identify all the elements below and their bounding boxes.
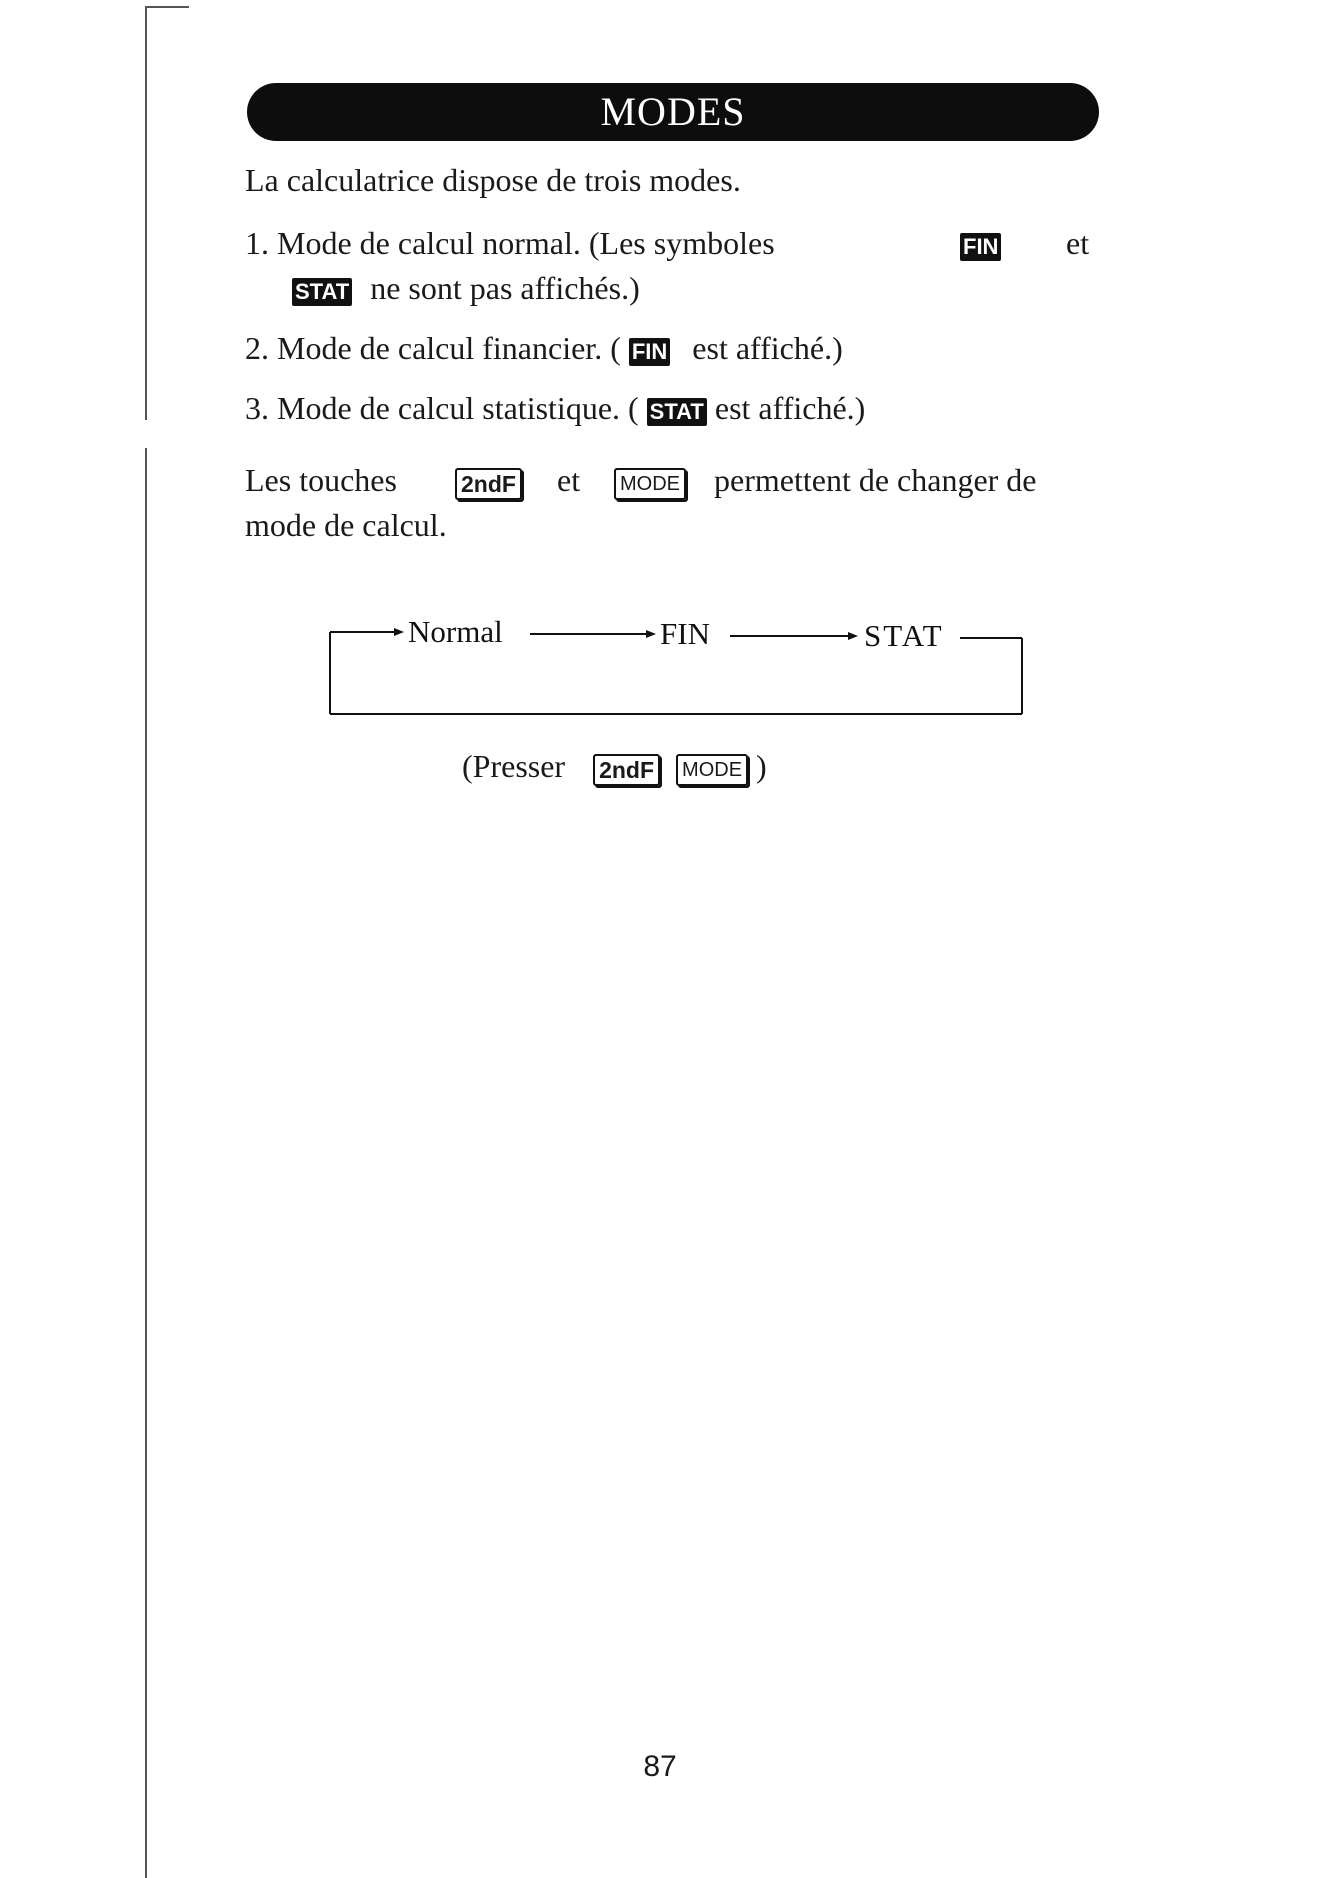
section-title-banner [247,83,1099,141]
list-item-number: 2. [245,330,269,366]
list-item-2 [245,328,843,368]
key-mode: MODE [676,754,748,786]
list-item-text: ne sont pas affichés.) [370,270,640,306]
section-title: MODES [600,89,746,134]
stat-display-symbol: STAT [292,278,352,306]
key-mode-wrap [614,460,686,500]
list-item-text: est affiché.) [714,390,866,426]
caption-open: (Presser [462,748,566,784]
list-item-number: 1. [245,225,269,261]
stat-display-symbol: STAT [647,398,707,426]
list-item-1-line-2 [292,268,640,308]
keys-paragraph-line-2: mode de calcul. [245,507,447,543]
keys-text: et [557,462,581,498]
diagram-node-normal: Normal [408,614,503,649]
arrowhead-normal [394,628,404,636]
fin-display-symbol: FIN [960,233,1001,261]
caption-close: ) [756,748,767,784]
key-2ndf: 2ndF [455,468,522,500]
fin-symbol-wrap [960,223,1001,263]
scan-edge-line [145,448,147,1878]
intro-paragraph: La calculatrice dispose de trois modes. [245,162,741,198]
diagram-node-fin: FIN [660,616,710,651]
list-item-number: 3. [245,390,269,426]
mode-cycle-diagram [320,608,1040,723]
list-item-text: Mode de calcul financier. ( [277,330,621,366]
diagram-caption [462,746,767,786]
page-number: 87 [643,1750,677,1783]
keys-paragraph-line-1 [245,460,397,500]
arrowhead-fin [646,630,656,638]
list-item-text: Mode de calcul statistique. ( [277,390,639,426]
scan-edge-line [145,6,147,420]
key-2ndf: 2ndF [593,754,660,786]
list-item-1-line-1 [245,223,775,263]
keys-text: Les touches [245,462,397,498]
scan-edge-tick [145,6,189,8]
list-item-conjunction: et [1066,225,1090,261]
keys-text: permettent de changer de [714,462,1037,498]
list-item-text: est affiché.) [692,330,843,366]
list-item-3 [245,388,865,428]
fin-display-symbol: FIN [629,338,670,366]
arrowhead-stat [848,632,858,640]
diagram-node-stat: STAT [864,618,944,653]
list-item-text: Mode de calcul normal. (Les symboles [277,225,775,261]
key-mode: MODE [614,468,686,500]
key-2ndf-wrap [455,460,522,500]
